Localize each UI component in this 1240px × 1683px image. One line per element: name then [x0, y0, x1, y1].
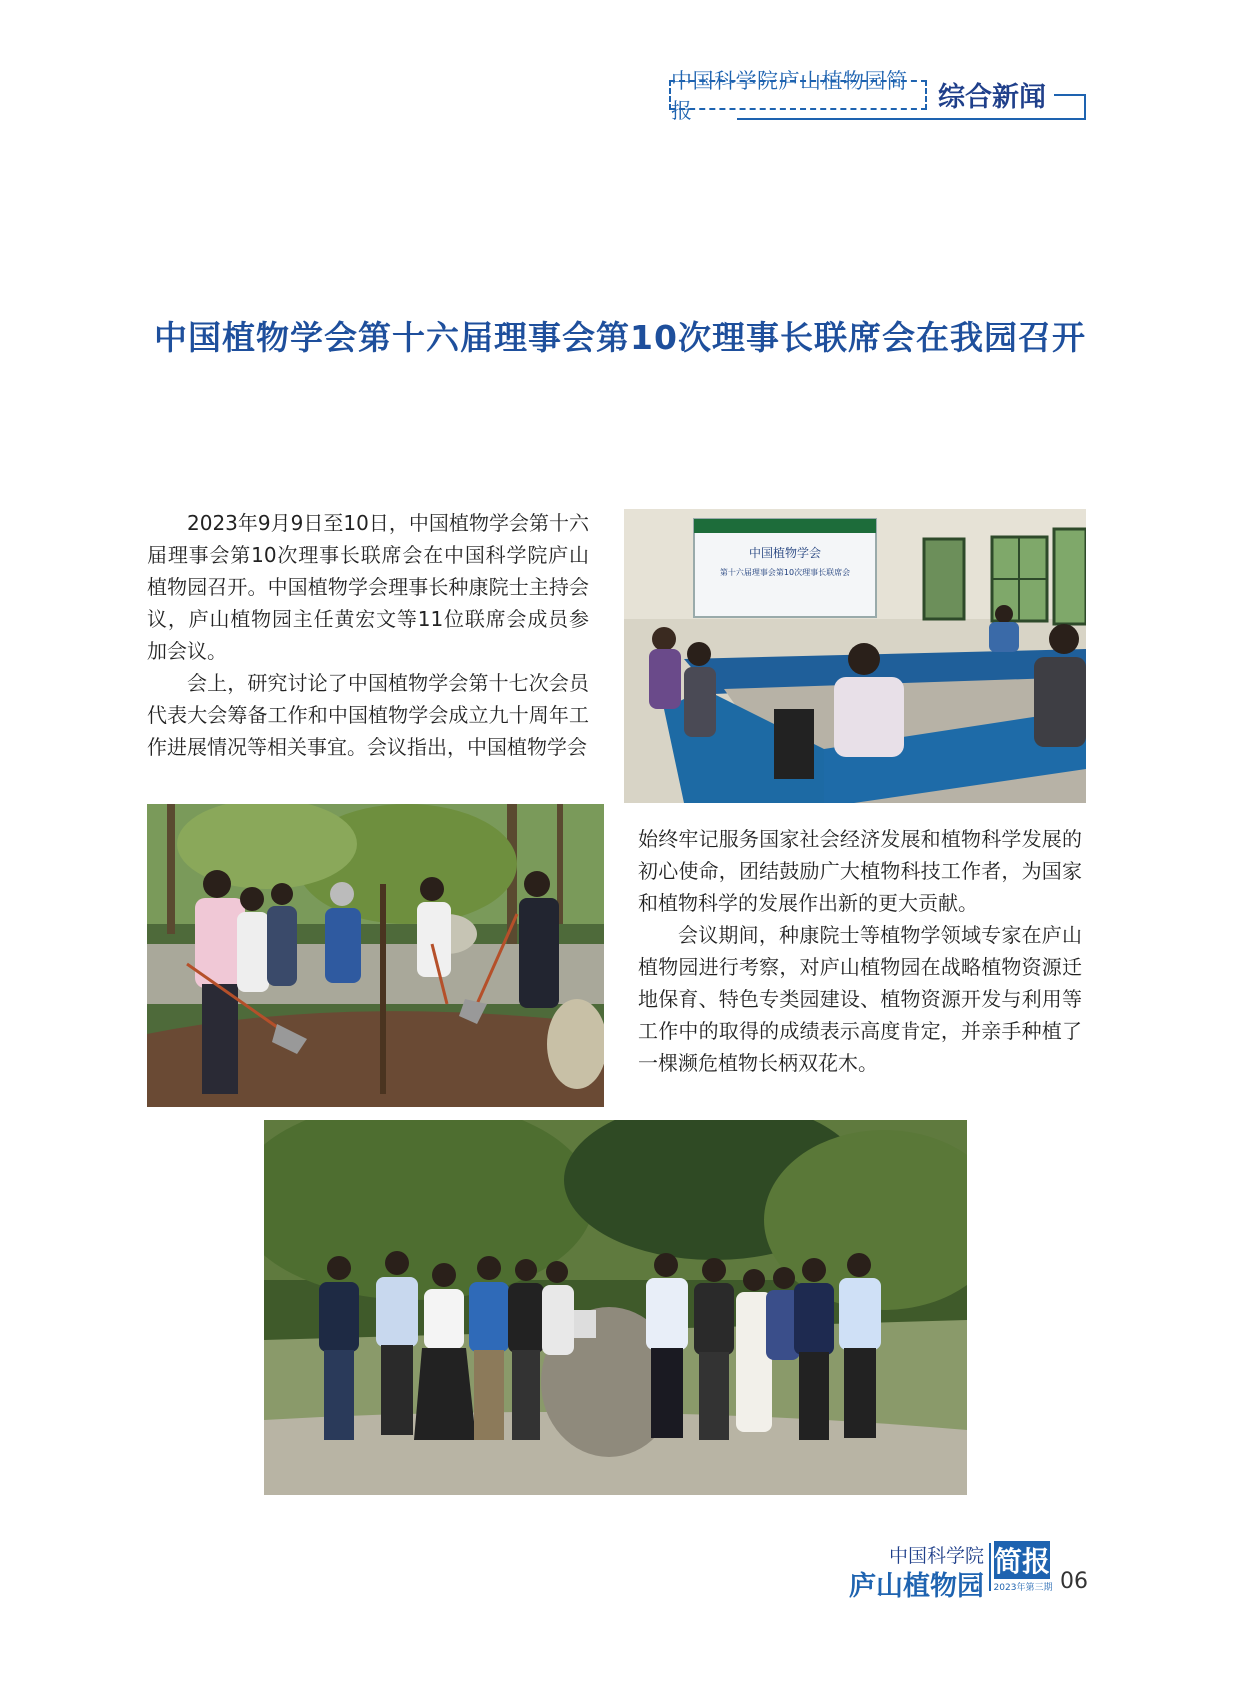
paragraph-2: 会上，研究讨论了中国植物学会第十七次会员代表大会筹备工作和中国植物学会成立九十周年工作进展情况等相关事宜。会议指出，中国植物学会: [147, 671, 589, 759]
paragraph-2-continued: 始终牢记服务国家社会经济发展和植物科学发展的初心使命，团结鼓励广大植物科技工作者，为国家和植物科学的发展作出新的更大贡献。: [638, 827, 1082, 915]
footer-org: 中国科学院: [888, 1545, 984, 1567]
article-title: 中国植物学会第十六届理事会第10次理事长联席会在我园召开: [154, 318, 1086, 357]
text-column-left: [147, 507, 589, 763]
publication-name: 中国科学院庐山植物园简报: [671, 69, 908, 123]
header-rule: [1054, 94, 1084, 96]
meeting-photo: [624, 509, 1086, 803]
header-rule-bottom: [737, 118, 1086, 120]
screen-subtitle: 第十六届理事会第10次理事长联席会: [719, 568, 851, 577]
header-rule-vertical: [1084, 94, 1086, 120]
paragraph-3: 会议期间，种康院士等植物学领域专家在庐山植物园进行考察，对庐山植物园在战略植物资源迁地保育、特色专类园建设、植物资源开发与利用等工作中的取得的成绩表示高度肯定，并亲手种植了一棵濒危植物长柄双花木。: [638, 923, 1082, 1075]
tree-planting-photo: [147, 804, 604, 1107]
footer-brand-text: 简报: [994, 1545, 1051, 1578]
section-label: 综合新闻: [938, 81, 1046, 113]
footer-issue: 2023年第三期: [993, 1583, 1053, 1593]
group-photo: [264, 1120, 967, 1495]
text-column-right: [638, 823, 1082, 1079]
publication-label: [669, 69, 927, 123]
footer-brand: [994, 1541, 1050, 1579]
paragraph-1: 2023年9月9日至10日，中国植物学会第十六届理事会第10次理事长联席会在中国科学院庐山植物园召开。中国植物学会理事长种康院士主持会议，庐山植物园主任黄宏文等11位联席会成员参加会议。: [147, 511, 589, 663]
page-number: 06: [1060, 1569, 1088, 1594]
footer-garden: 庐山植物园: [849, 1571, 984, 1602]
screen-title: 中国植物学会: [748, 546, 822, 560]
